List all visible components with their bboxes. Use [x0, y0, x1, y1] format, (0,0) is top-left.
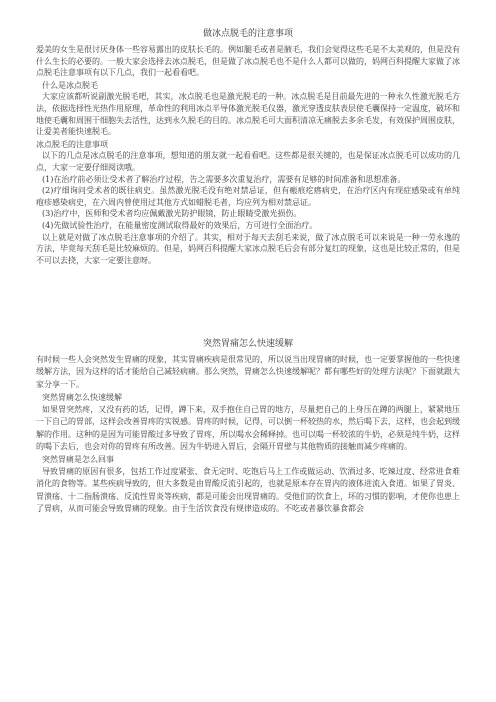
list-item: (4)先做试验性治疗，在能量密度测试取得最好的效果后，方可进行全面治疗。	[42, 220, 318, 230]
intro-paragraph: 有时候一些人会突然发生胃痛的现象，其实胃痛疾病是很常见的，所以说当出现胃痛的时候，也一定要掌握他的一些快速缓解方法，因为这样的话才能给自己减轻病痛。那么突然，胃痛怎么快速缓解呢？都有哪些好的处理方法呢？下面就跟大家分享一下。	[36, 355, 460, 389]
article-title: 突然胃痛怎么快速缓解	[202, 339, 293, 350]
section-heading: 冰点脱毛的注意事项	[36, 139, 108, 149]
body-paragraph: 以下的几点是冰点脱毛的注意事项，想知道的朋友就一起看看吧。这些都是很关键的，也是保证冰点脱毛可以成功的几点，大家一定要仔细阅读哦。	[36, 151, 460, 172]
intro-paragraph: 爱美的女生是很讨厌身体一些容易露出的皮肤长毛的。例如腿毛或者是腋毛，我们会觉得这些毛是不太美观的，但是没有什么生长的必要的。一般大家会选择去冰点脱毛，但是做了冰点脱毛也不是什么人都可以做的，妈网百科提醒大家做了冰点脱毛注意事项有以下几点，我们一起看看吧。	[36, 45, 460, 78]
body-paragraph: 以上就是对做了冰点脱毛注意事项的介绍了。其实，相对于每天去刮毛来说，做了冰点脱毛可以来说是一种一劳永逸的方法，毕竟每天刮毛是比较麻烦的。但是，妈网百科提醒大家冰点脱毛后会有部分复红的现象，这也是比较正常的，但是不可以去挠，大家一定要注意呀。	[36, 232, 460, 265]
page-spacer	[36, 266, 460, 338]
list-item: (3)治疗中，医师和受术者均应佩戴激光防护眼镜，防止眼睛受激光损伤。	[42, 209, 302, 219]
body-paragraph: 大家应该都听说副激光脱毛吧，其实，冰点脱毛也是激光脱毛的一种。冰点脱毛是目前最先进的一种永久性激光脱毛方法，依据选择性光热作用原理，革命性的利用冰点半导体激光脱毛仪器，激光穿透皮肤表层使毛囊保持一定温度，破坏和地使毛囊和周围干细胞失去活性，达到永久脱毛的目的。冰点脱毛可大面积清凉无痛脱去多余毛发，有效保护周围皮肤，让爱美者能快速脱毛。	[36, 92, 460, 137]
article-hair-removal	[36, 28, 460, 266]
section-heading: 突然胃痛是怎么回事	[42, 454, 114, 464]
body-paragraph: 如果胃突然疼，又没有药的话，记得，蹲下来，双手抱住自己胃的地方，尽量把自己的上身压在蹲的两腿上，紧紧地压一下自己的胃部，这样会改善胃疼的实锐感。胃疼的时候，记得，可以倒一杯较热的水，然后喝下去，这样，也会起到缓解的作用。这种的是因为可能胃酸过多导致了胃疼，所以喝水会稀释掉。也可以喝一杯较浓的牛奶，必须是纯牛奶，这样的喝下去后，也会对你的胃疼有所改善。因为牛奶进入胃后，会隔开胃壁与其他物质的接触而减少疼痛的。	[36, 405, 460, 451]
body-paragraph: 导致胃痛的原因有很多，包括工作过度紧张、食无定时、吃饱后马上工作或做运动、饮酒过多、吃辣过度、经常进食难消化的食物等。某些疾病导致的，但大多数是由胃酸反流引起的，也就是原本存在胃内的液体进流入食道。如果了胃炎、胃溃疡、十二指肠溃疡、反流性胃炎等疾病，都是可能会出现胃痛的。受他们的饮食上，坏的习惯的影响，才使你也患上了胃病，从而可能会导致胃痛的现象。由于生活饮食没有规律造成的。不吃或者暴饮暴食都会	[36, 467, 460, 513]
article-stomach-pain	[36, 338, 460, 515]
list-item: (2)疗细询问受术者的既往病史。虽然激光脱毛没有绝对禁忌证，但有瘢痕疙瘩病史，在治疗区内有现症感染或有单纯疱疹感染病史，在六周内曾使用过其他方式如蜡脱毛者，均应列为相对禁忌证。	[36, 186, 460, 207]
article-title: 做冰点脱毛的注意事项	[202, 29, 293, 39]
section-heading: 什么是冰点脱毛	[42, 80, 98, 90]
section-heading: 突然胃痛怎么快速缓解	[42, 392, 122, 402]
list-item: (1)在治疗前必须让受术者了解治疗过程，告之需要多次重复治疗，需要有足够的时间准备和思想准备。	[42, 174, 406, 184]
